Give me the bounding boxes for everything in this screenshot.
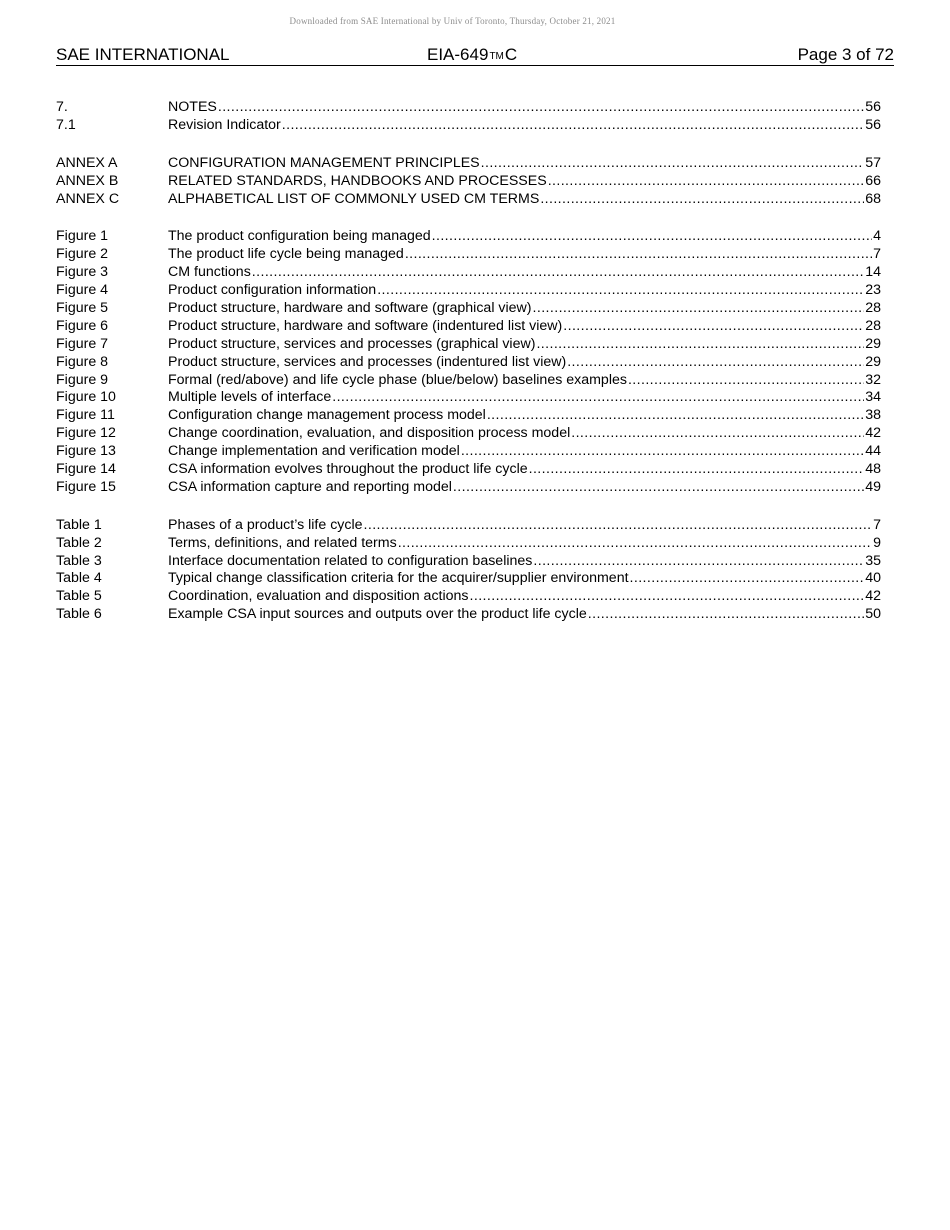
toc-dot-leader [432,228,872,246]
toc-entry[interactable] [56,570,881,588]
toc-dot-leader [529,461,865,479]
toc-entry-label: Figure 13 [56,443,116,460]
toc-group-sections [56,99,881,135]
toc-entry-label: Figure 11 [56,407,115,424]
toc-entry-page: 42 [865,425,881,442]
toc-dot-leader [533,553,864,571]
toc-entry-page: 29 [865,353,881,370]
toc-entry[interactable] [56,155,881,173]
toc-entry-label: Figure 1 [56,228,109,245]
toc-entry-label: Table 1 [56,516,102,533]
toc-entry-label: Table 2 [56,534,102,551]
toc-entry-title: Terms, definitions, and related terms [168,534,397,551]
toc-entry-page: 68 [865,190,881,207]
toc-entry-page: 56 [865,116,881,133]
toc-entry-title: Formal (red/above) and life cycle phase (blue/below) baselines examples [168,371,627,388]
toc-dot-leader [364,517,873,535]
toc-entry-label: 7.1 [56,116,76,133]
toc-group-figures [56,228,881,496]
toc-entry-page: 7 [873,246,881,263]
toc-entry-label: Figure 14 [56,461,116,478]
toc-entry-label: Figure 5 [56,300,109,317]
toc-dot-leader [571,425,864,443]
toc-entry-title: Change coordination, evaluation, and disposition process model [168,425,571,442]
toc-entry-page: 66 [865,172,881,189]
toc-entry-page: 44 [865,443,881,460]
toc-entry-label: Figure 7 [56,335,109,352]
toc-entry-label: Table 4 [56,570,102,587]
toc-entry[interactable] [56,173,881,191]
toc-entry-title: Interface documentation related to configuration baselines [168,552,533,569]
toc-entry[interactable] [56,246,881,264]
publisher-name: SAE INTERNATIONAL [56,45,230,64]
toc-dot-leader [540,191,864,209]
toc-entry-label: Figure 3 [56,264,109,281]
toc-entry-label: ANNEX B [56,172,119,189]
toc-entry-page: 7 [873,516,881,533]
toc-entry-title: Product structure, services and processes (graphical view) [168,335,536,352]
toc-entry-label: Figure 2 [56,246,109,263]
toc-dot-leader [405,246,872,264]
toc-dot-leader [588,606,864,624]
toc-entry-title: Revision Indicator [168,116,281,133]
toc-entry-title: CSA information capture and reporting model [168,478,452,495]
toc-entry-page: 28 [865,317,881,334]
toc-entry[interactable] [56,99,881,117]
toc-entry-title: Configuration change management process model [168,407,486,424]
trademark-mark: TM [489,51,504,62]
toc-entry-label: Table 6 [56,606,102,623]
toc-entry-page: 40 [865,570,881,587]
document-id-prefix: EIA-649 [427,45,489,64]
toc-entry[interactable] [56,117,881,135]
toc-entry[interactable] [56,517,881,535]
toc-group-annexes [56,155,881,209]
toc-entry-label: Table 3 [56,552,102,569]
toc-entry[interactable] [56,588,881,606]
toc-entry-label: Figure 15 [56,478,116,495]
toc-entry-title: NOTES [168,99,217,115]
toc-entry[interactable] [56,354,881,372]
toc-entry-title: Product structure, hardware and software (graphical view) [168,300,532,317]
toc-entry[interactable] [56,336,881,354]
toc-entry-page: 50 [865,606,881,623]
toc-dot-leader [252,264,864,282]
page-header [56,45,894,66]
toc-entry-label: Table 5 [56,588,102,605]
toc-entry-title: CONFIGURATION MANAGEMENT PRINCIPLES [168,154,480,171]
toc-entry[interactable] [56,300,881,318]
toc-entry-label: Figure 4 [56,282,109,299]
toc-dot-leader [332,389,864,407]
toc-entry[interactable] [56,553,881,571]
toc-entry-title: Multiple levels of interface [168,389,332,406]
toc-entry-page: 29 [865,335,881,352]
toc-entry-page: 56 [865,99,881,115]
toc-entry[interactable] [56,389,881,407]
page-number: Page 3 of 72 [797,45,894,64]
toc-dot-leader [548,173,865,191]
toc-dot-leader [536,336,864,354]
toc-entry-page: 42 [865,588,881,605]
toc-entry-page: 28 [865,300,881,317]
toc-dot-leader [630,570,865,588]
toc-entry[interactable] [56,461,881,479]
toc-entry[interactable] [56,228,881,246]
toc-dot-leader [377,282,864,300]
toc-entry-page: 4 [873,228,881,245]
toc-entry-title: RELATED STANDARDS, HANDBOOKS AND PROCESSES [168,172,547,189]
toc-dot-leader [470,588,865,606]
toc-entry-title: CSA information evolves throughout the product life cycle [168,461,528,478]
toc-entry[interactable] [56,191,881,209]
toc-entry-page: 35 [865,552,881,569]
toc-entry-title: The product life cycle being managed [168,246,404,263]
toc-entry[interactable] [56,264,881,282]
toc-entry-label: ANNEX A [56,154,118,171]
toc-entry[interactable] [56,479,881,497]
toc-entry-page: 9 [873,534,881,551]
toc-entry-title: Product configuration information [168,282,377,299]
toc-entry-label: 7. [56,99,68,115]
toc-dot-leader [453,479,864,497]
toc-entry[interactable] [56,443,881,461]
toc-entry-title: Example CSA input sources and outputs over the product life cycle [168,606,587,623]
toc-entry-title: CM functions [168,264,251,281]
document-id-suffix: C [504,45,518,64]
toc-dot-leader [563,318,864,336]
toc-group-tables [56,517,881,624]
toc-entry-page: 48 [865,461,881,478]
document-id [427,45,517,67]
toc-entry[interactable] [56,425,881,443]
toc-entry-title: Typical change classification criteria for the acquirer/supplier environment [168,570,629,587]
toc-entry-label: ANNEX C [56,190,120,207]
toc-dot-leader [282,117,864,135]
toc-entry[interactable] [56,407,881,425]
toc-entry-label: Figure 9 [56,371,109,388]
toc-dot-leader [628,372,864,390]
toc-entry-title: Product structure, services and processes (indentured list view) [168,353,567,370]
toc-entry-title: Coordination, evaluation and disposition actions [168,588,469,605]
toc-entry-label: Figure 8 [56,353,109,370]
download-watermark: Downloaded from SAE International by Univ of Toronto, Thursday, October 21, 2021 [289,16,616,26]
toc-entry-page: 38 [865,407,881,424]
toc-entry-page: 34 [865,389,881,406]
toc-entry-label: Figure 12 [56,425,116,442]
toc-dot-leader [487,407,864,425]
toc-dot-leader [398,535,872,553]
toc-dot-leader [481,155,865,173]
toc-entry[interactable] [56,606,881,624]
toc-entry[interactable] [56,318,881,336]
toc-entry-title: Product structure, hardware and software (indentured list view) [168,317,563,334]
toc-entry[interactable] [56,535,881,553]
toc-entry-title: The product configuration being managed [168,228,431,245]
toc-entry-page: 49 [865,478,881,495]
toc-entry[interactable] [56,282,881,300]
toc-entry-title: Change implementation and verification model [168,443,460,460]
toc-entry-page: 14 [865,264,881,281]
toc-dot-leader [567,354,864,372]
toc-entry-title: ALPHABETICAL LIST OF COMMONLY USED CM TERMS [168,190,540,207]
toc-entry-page: 57 [865,154,881,171]
toc-entry[interactable] [56,372,881,390]
toc-entry-title: Phases of a product’s life cycle [168,516,363,533]
toc-entry-label: Figure 6 [56,317,109,334]
table-of-contents [56,99,881,644]
toc-entry-label: Figure 10 [56,389,116,406]
toc-entry-page: 23 [865,282,881,299]
toc-dot-leader [218,99,864,117]
toc-dot-leader [461,443,864,461]
toc-dot-leader [533,300,865,318]
toc-entry-page: 32 [865,371,881,388]
